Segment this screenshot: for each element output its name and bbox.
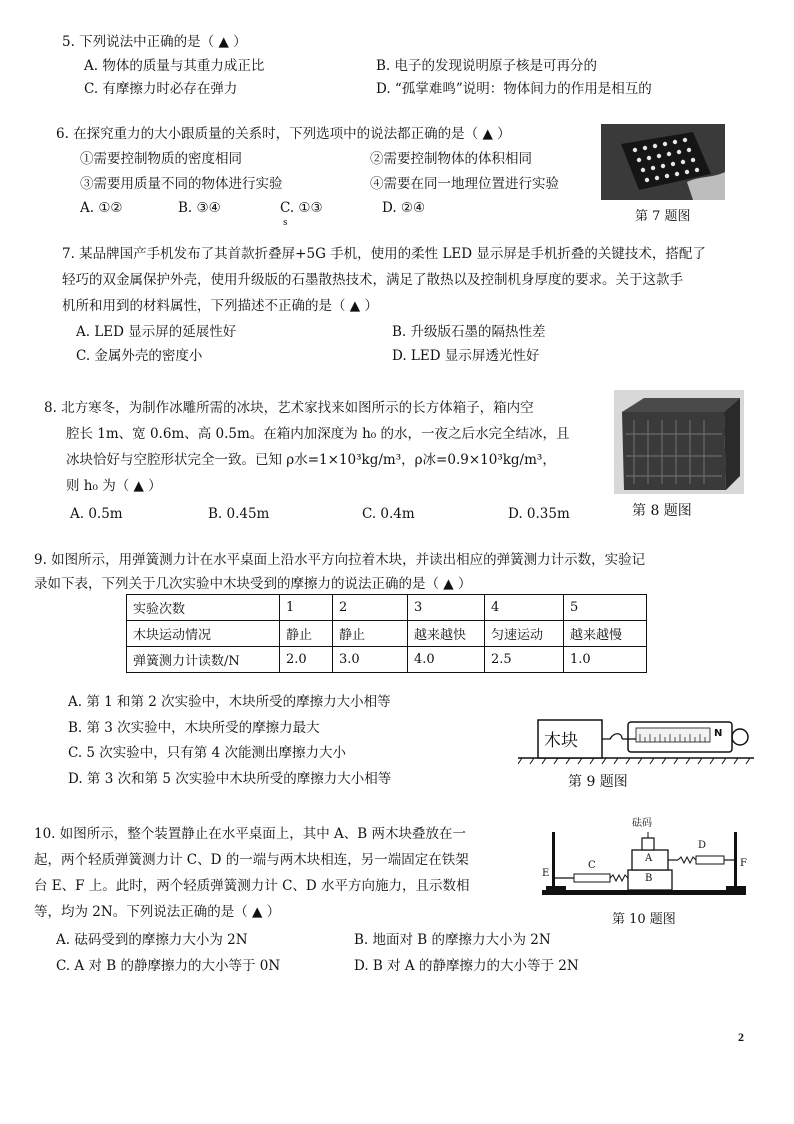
table-cell: 2 — [333, 595, 408, 621]
q7-option-b: B. 升级版石墨的隔热性差 — [392, 324, 546, 340]
table-cell: 1.0 — [564, 647, 647, 673]
table-cell: 2.0 — [280, 647, 333, 673]
table-cell: 3 — [408, 595, 485, 621]
table-cell: 5 — [564, 595, 647, 621]
q10-line-2: 起，两个轻质弹簧测力计 C、D 的一端与两木块相连，另一端固定在铁架 — [34, 852, 469, 868]
q9-data-table — [126, 594, 647, 673]
q6-statement-3: ③需要用质量不同的物体进行实验 — [80, 176, 283, 192]
fig10-label-f: F — [740, 858, 747, 869]
fig10-label-d: D — [698, 840, 707, 851]
q9-option-c: C. 5 次实验中，只有第 4 次能测出摩擦力大小 — [68, 745, 346, 761]
page-number: 2 — [738, 1030, 744, 1044]
table-cell: 越来越慢 — [564, 621, 647, 647]
q10-line-1: 10. 如图所示，整个装置静止在水平桌面上，其中 A、B 两木块叠放在一 — [34, 826, 467, 842]
table-cell: 1 — [280, 595, 333, 621]
q7-line-3: 机所和用到的材料属性，下列描述不正确的是（ ▲ ） — [62, 298, 378, 314]
q10-line-3: 台 E、F 上。此时，两个轻质弹簧测力计 C、D 水平方向施力，且示数相 — [34, 878, 470, 894]
fig7-photo — [601, 124, 725, 200]
q5-option-b: B. 电子的发现说明原子核是可再分的 — [376, 58, 598, 74]
q10-option-b: B. 地面对 B 的摩擦力大小为 2N — [354, 932, 551, 948]
fig10-caption: 第 10 题图 — [612, 912, 676, 927]
table-row — [127, 647, 647, 673]
q6-option-b: B. ③④ — [178, 200, 221, 216]
table-cell: 4 — [485, 595, 564, 621]
q9-line-1: 9. 如图所示，用弹簧测力计在水平桌面上沿水平方向拉着木块，并读出相应的弹簧测力计示数，实验记 — [34, 552, 646, 568]
table-cell: 木块运动情况 — [127, 621, 280, 647]
table-cell: 越来越快 — [408, 621, 485, 647]
q8-option-b: B. 0.45m — [208, 506, 270, 522]
q7-line-1: 7. 某品牌国产手机发布了其首款折叠屏+5G 手机，使用的柔性 LED 显示屏是手机折叠的关键技术，搭配了 — [62, 246, 706, 262]
fig10-weight-label: 砝码 — [632, 818, 652, 829]
q8-option-d: D. 0.35m — [508, 506, 570, 522]
q8-line-4: 则 h₀ 为（ ▲ ） — [66, 478, 162, 494]
table-cell: 弹簧测力计读数/N — [127, 647, 280, 673]
table-row — [127, 621, 647, 647]
table-cell: 2.5 — [485, 647, 564, 673]
table-cell: 实验次数 — [127, 595, 280, 621]
q7-option-c: C. 金属外壳的密度小 — [76, 348, 203, 364]
table-cell: 3.0 — [333, 647, 408, 673]
fig8-box-image — [614, 390, 744, 494]
q6-stem: 6. 在探究重力的大小跟质量的关系时，下列选项中的说法都正确的是（ ▲ ） — [56, 126, 511, 142]
fig10-label-c: C — [588, 860, 596, 871]
q7-option-a: A. LED 显示屏的延展性好 — [76, 324, 237, 340]
q7-option-d: D. LED 显示屏透光性好 — [392, 348, 540, 364]
q8-line-1: 8. 北方寒冬，为制作冰雕所需的冰块，艺术家找来如图所示的长方体箱子，箱内空 — [44, 400, 534, 416]
q8-option-a: A. 0.5m — [70, 506, 123, 522]
q5-option-a: A. 物体的质量与其重力成正比 — [84, 58, 265, 74]
fig10-label-e: E — [542, 868, 550, 879]
q7-line-2: 轻巧的双金属保护外壳，使用升级版的石墨散热技术，满足了散热以及控制机身厚度的要求。关于这款手 — [62, 272, 683, 288]
fig9-caption: 第 9 题图 — [568, 774, 628, 790]
fig10-label-a: A — [645, 853, 653, 864]
q6-statement-2: ②需要控制物体的体积相同 — [370, 151, 532, 167]
q8-line-2: 腔长 1m、宽 0.6m、高 0.5m。在箱内加深度为 h₀ 的水，一夜之后水完全结冰，且 — [66, 426, 570, 442]
q10-option-a: A. 砝码受到的摩擦力大小为 2N — [56, 932, 248, 948]
q5-option-d: D. “孤掌难鸣”说明：物体间力的作用是相互的 — [376, 81, 652, 97]
q6-option-a: A. ①② — [80, 200, 123, 216]
q9-option-b: B. 第 3 次实验中，木块所受的摩擦力最大 — [68, 720, 320, 736]
table-row — [127, 595, 647, 621]
q6-option-d: D. ②④ — [382, 200, 426, 216]
q5-option-c: C. 有摩擦力时必存在弹力 — [84, 81, 238, 97]
q8-option-c: C. 0.4m — [362, 506, 415, 522]
fig9-diagram — [518, 712, 758, 768]
fig7-caption: 第 7 题图 — [635, 209, 691, 224]
q6-statement-1: ①需要控制物质的密度相同 — [80, 151, 242, 167]
table-cell: 匀速运动 — [485, 621, 564, 647]
fig9-scale-mark: N — [714, 728, 723, 739]
fig10-label-b: B — [645, 873, 653, 884]
q9-line-2: 录如下表，下列关于几次实验中木块受到的摩擦力的说法正确的是（ ▲ ） — [34, 576, 472, 592]
stray-mark: s — [283, 218, 288, 228]
fig10-diagram — [538, 818, 750, 900]
table-cell: 静止 — [280, 621, 333, 647]
q10-option-d: D. B 对 A 的静摩擦力的大小等于 2N — [354, 958, 579, 974]
table-cell: 4.0 — [408, 647, 485, 673]
q5-stem: 5. 下列说法中正确的是（ ▲ ） — [62, 34, 247, 50]
q9-option-a: A. 第 1 和第 2 次实验中，木块所受的摩擦力大小相等 — [68, 694, 391, 710]
q8-line-3: 冰块恰好与空腔形状完全一致。已知 ρ水=1×10³kg/m³，ρ冰=0.9×10³kg/m³， — [66, 452, 556, 468]
q10-option-c: C. A 对 B 的静摩擦力的大小等于 0N — [56, 958, 281, 974]
fig9-block-label: 木块 — [544, 731, 578, 751]
q9-option-d: D. 第 3 次和第 5 次实验中木块所受的摩擦力大小相等 — [68, 771, 392, 787]
q10-line-4: 等，均为 2N。下列说法正确的是（ ▲ ） — [34, 904, 281, 920]
q6-statement-4: ④需要在同一地理位置进行实验 — [370, 176, 559, 192]
fig8-caption: 第 8 题图 — [632, 503, 692, 519]
q6-option-c: C. ①③ — [280, 200, 323, 216]
fig7-image — [601, 124, 725, 200]
table-cell: 静止 — [333, 621, 408, 647]
